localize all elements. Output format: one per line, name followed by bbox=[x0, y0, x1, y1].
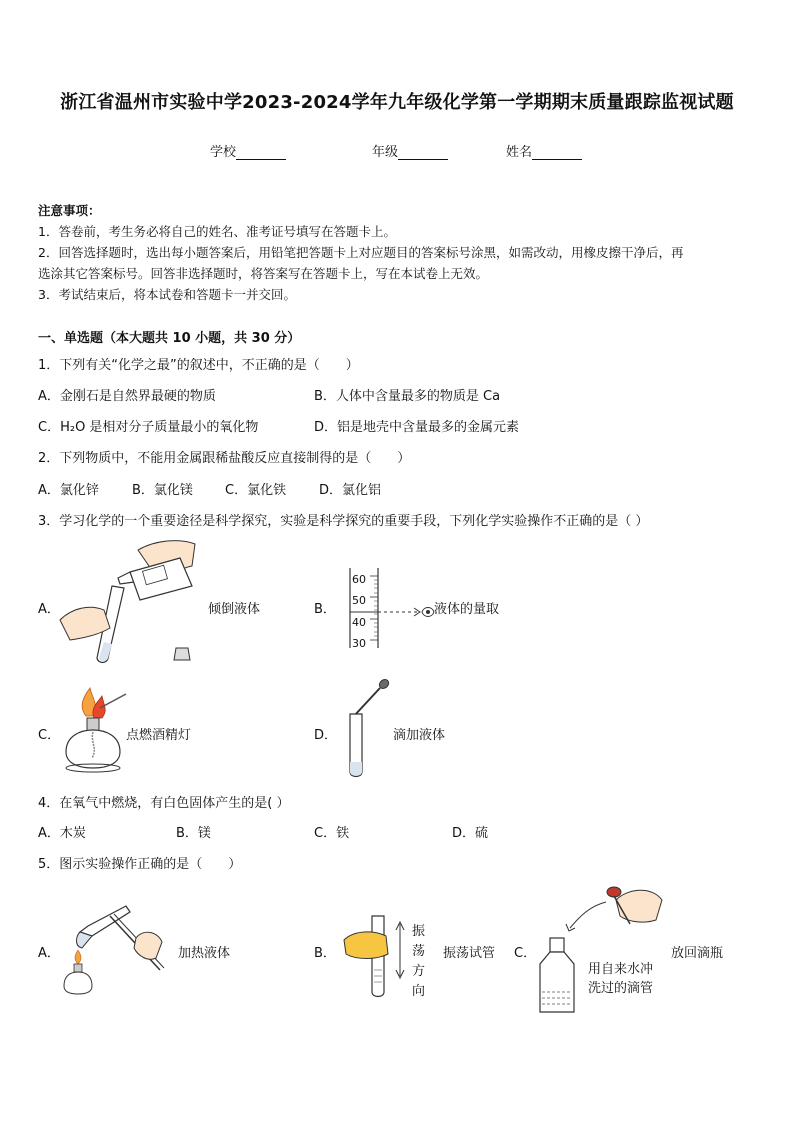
q1-option-a: A．金刚石是自然界最硬的物质 bbox=[38, 389, 216, 404]
dropping-liquid-figure bbox=[340, 678, 396, 780]
grade-blank bbox=[398, 147, 448, 160]
q1-stem: 1．下列有关“化学之最”的叙述中，不正确的是（ ） bbox=[38, 358, 359, 373]
q3-option-c-label: C． bbox=[38, 728, 61, 743]
shake-direction-char: 方 bbox=[412, 964, 426, 979]
page-title: 浙江省温州市实验中学2023-2024学年九年级化学第一学期期末质量跟踪监视试题 bbox=[60, 92, 734, 113]
q5-c-caption: 放回滴瓶 bbox=[671, 946, 724, 961]
notes-item: 3．考试结束后，将本试卷和答题卡一并交回。 bbox=[38, 287, 296, 302]
q1-option-c: C．H₂O 是相对分子质量最小的氧化物 bbox=[38, 420, 259, 435]
q5-option-a-label: A． bbox=[38, 946, 60, 961]
q2-option-c: C．氯化铁 bbox=[225, 483, 287, 498]
notes-item: 2．回答选择题时，选出每小题答案后，用铅笔把答题卡上对应题目的答案标号涂黑，如需改动，用橡皮擦干净后，再 bbox=[38, 245, 684, 260]
cylinder-tick-label: 40 bbox=[352, 615, 366, 629]
q4-option-b: B．镁 bbox=[176, 826, 211, 841]
q2-option-a: A．氯化锌 bbox=[38, 483, 99, 498]
q5-c-note-line2: 洗过的滴管 bbox=[588, 981, 654, 996]
notes-item: 选涂其它答案标号。回答非选择题时，将答案写在答题卡上，写在本试卷上无效。 bbox=[38, 266, 489, 281]
q4-option-c: C．铁 bbox=[314, 826, 350, 841]
q3-b-caption: 液体的量取 bbox=[434, 602, 500, 617]
shaking-test-tube-figure bbox=[340, 914, 402, 1000]
q2-stem: 2．下列物质中，不能用金属跟稀盐酸反应直接制得的是（ ） bbox=[38, 451, 411, 466]
q4-option-d: D．硫 bbox=[452, 826, 489, 841]
q1-option-d: D．铝是地壳中含量最多的金属元素 bbox=[314, 420, 520, 435]
q3-d-caption: 滴加液体 bbox=[393, 728, 446, 743]
q5-b-caption: 振荡试管 bbox=[443, 946, 496, 961]
alcohol-lamp-figure bbox=[60, 686, 132, 776]
cylinder-tick-label: 60 bbox=[352, 573, 366, 586]
q3-c-caption: 点燃酒精灯 bbox=[126, 728, 192, 743]
q3-a-caption: 倾倒液体 bbox=[208, 602, 261, 617]
heating-liquid-figure bbox=[60, 902, 170, 998]
q3-option-a-label: A． bbox=[38, 602, 60, 617]
grade-field bbox=[372, 141, 448, 160]
cylinder-tick-label: 50 bbox=[352, 594, 366, 608]
school-label: 学校 bbox=[210, 145, 237, 160]
q2-option-b: B．氯化镁 bbox=[132, 483, 193, 498]
q4-option-a: A．木炭 bbox=[38, 826, 86, 841]
shake-direction-char: 振 bbox=[412, 924, 426, 939]
pouring-liquid-figure bbox=[60, 538, 210, 666]
notes-item: 1．答卷前，考生务必将自己的姓名、准考证号填写在答题卡上。 bbox=[38, 224, 396, 239]
name-blank bbox=[532, 147, 582, 160]
cylinder-tick-label: 30 bbox=[352, 636, 366, 650]
q5-stem: 5．图示实验操作正确的是（ ） bbox=[38, 857, 242, 872]
q3-option-b-label: B． bbox=[314, 602, 336, 617]
q1-option-b: B．人体中含量最多的物质是 Ca bbox=[314, 389, 501, 404]
q5-option-b-label: B． bbox=[314, 946, 336, 961]
q4-stem: 4．在氧气中燃烧，有白色固体产生的是( ） bbox=[38, 796, 290, 811]
q3-option-d-label: D． bbox=[314, 728, 338, 743]
q2-option-d: D．氯化铝 bbox=[319, 483, 382, 498]
q3-stem: 3．学习化学的一个重要途径是科学探究，实验是科学探究的重要手段，下列化学实验操作不正确的是（ ） bbox=[38, 514, 649, 529]
shake-direction-char: 向 bbox=[412, 984, 426, 999]
name-field bbox=[506, 141, 582, 160]
school-field bbox=[210, 141, 286, 160]
name-label: 姓名 bbox=[506, 145, 533, 160]
shake-direction-char: 荡 bbox=[412, 944, 426, 959]
section-heading: 一、单选题（本大题共 10 小题，共 30 分） bbox=[38, 331, 301, 346]
notes-heading: 注意事项： bbox=[38, 203, 101, 218]
q5-a-caption: 加热液体 bbox=[178, 946, 231, 961]
q5-option-c-label: C． bbox=[514, 946, 537, 961]
cylinder-scale bbox=[352, 569, 366, 654]
school-blank bbox=[236, 147, 286, 160]
q5-c-note-line1: 用自来水冲 bbox=[588, 962, 654, 977]
notes-block bbox=[38, 200, 683, 305]
shake-direction-label bbox=[412, 922, 425, 1002]
grade-label: 年级 bbox=[372, 145, 399, 160]
